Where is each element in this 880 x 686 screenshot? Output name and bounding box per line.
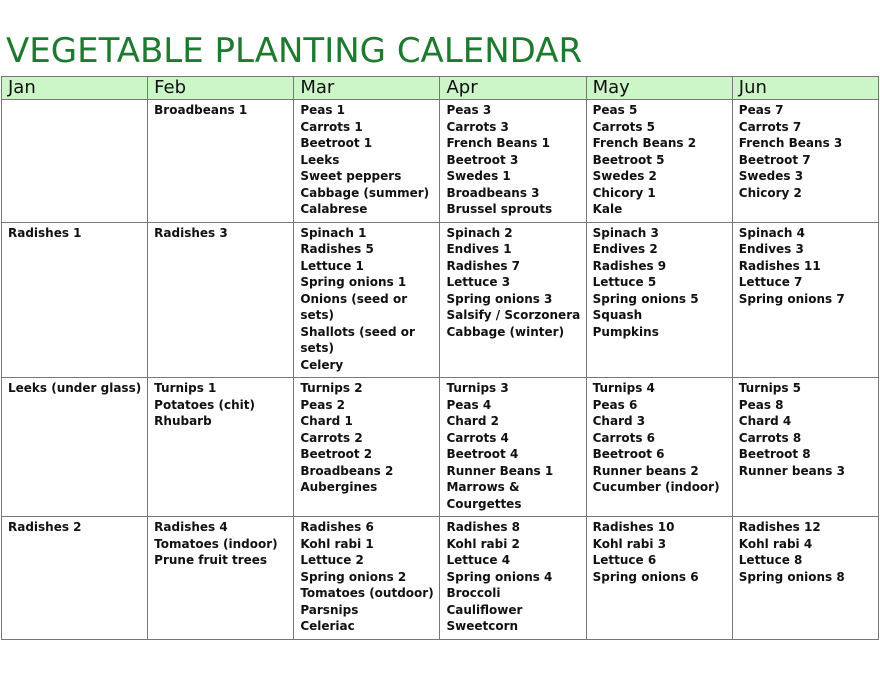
calendar-cell: [294, 378, 440, 517]
crop-item: French Beans 2: [592, 136, 697, 150]
crop-item: Shallots (seed or sets): [300, 324, 415, 355]
crop-item: Chicory 2: [738, 185, 802, 200]
table-row: [2, 378, 879, 517]
crop-item: Broadbeans 2: [300, 463, 394, 478]
calendar-cell: [2, 378, 148, 517]
crop-item: Peas 2: [300, 397, 346, 412]
crop-item: Rhubarb: [154, 414, 212, 428]
crop-item: Radishes 9: [592, 258, 667, 273]
calendar-cell: [586, 222, 732, 378]
crop-item: Spring onions 3: [446, 291, 553, 306]
crop-item: Beetroot 2: [300, 447, 373, 461]
crop-item: Turnips 3: [446, 381, 509, 395]
planting-calendar-table: [1, 76, 879, 640]
crop-item: Radishes 2: [8, 520, 82, 534]
crop-item: Celeriac: [300, 619, 355, 633]
crop-item: Sweetcorn: [446, 619, 519, 633]
calendar-cell: [732, 100, 878, 223]
crop-item: Runner beans 3: [738, 463, 845, 478]
page-title: VEGETABLE PLANTING CALENDAR: [6, 31, 583, 71]
crop-item: Calabrese: [300, 202, 368, 216]
crop-item: Chard 3: [592, 414, 646, 428]
calendar-cell: [732, 222, 878, 378]
crop-item: Turnips 1: [154, 381, 217, 395]
crop-item: Carrots 3: [446, 119, 509, 134]
crop-item: Radishes 6: [300, 520, 374, 534]
crop-item: Lettuce 7: [738, 275, 803, 289]
month-header-row: [2, 77, 879, 100]
crop-item: Beetroot 1: [300, 136, 373, 150]
crop-item: Pumpkins: [592, 324, 659, 339]
crop-item: Endives 3: [738, 242, 804, 256]
crop-item: Radishes 3: [154, 225, 228, 240]
month-header-apr: Apr: [440, 77, 586, 100]
calendar-cell: [440, 222, 586, 378]
crop-item: Carrots 6: [592, 430, 656, 445]
crop-item: Spinach 4: [738, 225, 805, 240]
crop-item: Runner Beans 1: [446, 463, 554, 478]
crop-item: Tomatoes (outdoor): [300, 586, 434, 600]
crop-item: Cauliflower: [446, 602, 523, 617]
crop-item: French Beans 3: [738, 136, 843, 150]
crop-item: Peas 6: [592, 397, 638, 412]
crop-item: Peas 4: [446, 397, 492, 412]
crop-item: Peas 3: [446, 103, 492, 117]
crop-item: Lettuce 5: [592, 275, 657, 289]
crop-item: Tomatoes (indoor): [154, 536, 278, 551]
crop-item: Carrots 8: [738, 430, 802, 445]
crop-item: Kohl rabi 1: [300, 536, 374, 551]
crop-item: Aubergines: [300, 480, 378, 494]
crop-item: Carrots 4: [446, 430, 509, 445]
crop-item: Turnips 4: [592, 381, 655, 395]
crop-item: Cabbage (summer): [300, 185, 430, 200]
month-header-may: May: [586, 77, 732, 100]
crop-item: Peas 5: [592, 103, 638, 117]
crop-item: Spring onions 5: [592, 291, 699, 306]
crop-item: Chicory 1: [592, 185, 656, 200]
crop-item: Squash: [592, 308, 643, 322]
crop-item: Swedes 3: [738, 169, 804, 183]
crop-item: Salsify / Scorzonera: [446, 308, 581, 322]
crop-item: Kohl rabi 3: [592, 536, 667, 551]
calendar-cell: [148, 222, 294, 378]
crop-item: Broccoli: [446, 586, 501, 600]
crop-item: Spinach 3: [592, 225, 659, 240]
crop-item: Turnips 5: [738, 381, 802, 395]
calendar-cell: [586, 100, 732, 223]
crop-item: Celery: [300, 357, 344, 372]
crop-item: Sweet peppers: [300, 169, 402, 183]
calendar-body: [2, 100, 879, 640]
calendar-cell: [2, 517, 148, 640]
crop-item: Carrots 1: [300, 119, 363, 134]
crop-item: Radishes 7: [446, 258, 521, 273]
crop-item: Marrows & Courgettes: [446, 480, 522, 511]
crop-item: Beetroot 8: [738, 447, 811, 461]
crop-item: Carrots 7: [738, 119, 802, 134]
crop-item: Lettuce 4: [446, 553, 511, 567]
crop-item: Beetroot 6: [592, 447, 665, 461]
crop-item: Chard 2: [446, 414, 499, 428]
calendar-cell: [732, 378, 878, 517]
crop-item: Onions (seed or sets): [300, 291, 408, 322]
crop-item: Radishes 5: [300, 242, 374, 256]
crop-item: Endives 2: [592, 242, 658, 256]
calendar-cell: [294, 222, 440, 378]
crop-item: Runner beans 2: [592, 463, 699, 478]
crop-item: Radishes 10: [592, 520, 675, 534]
month-header-mar: Mar: [294, 77, 440, 100]
crop-item: Radishes 12: [738, 520, 821, 534]
crop-item: Peas 8: [738, 397, 784, 412]
crop-item: Swedes 2: [592, 169, 657, 183]
table-row: [2, 517, 879, 640]
calendar-cell: [440, 100, 586, 223]
crop-item: Lettuce 3: [446, 275, 511, 289]
calendar-cell: [732, 517, 878, 640]
crop-item: Kale: [592, 202, 623, 216]
crop-item: Turnips 2: [300, 381, 363, 395]
crop-item: Broadbeans 3: [446, 185, 540, 200]
month-header-jun: Jun: [732, 77, 878, 100]
crop-item: Swedes 1: [446, 169, 511, 183]
crop-item: Prune fruit trees: [154, 553, 268, 567]
crop-item: Spring onions 1: [300, 275, 407, 289]
crop-item: Radishes 8: [446, 520, 521, 534]
crop-item: Spring onions 7: [738, 291, 845, 306]
calendar-cell: [586, 378, 732, 517]
crop-item: Cucumber (indoor): [592, 480, 720, 494]
crop-item: Spinach 2: [446, 225, 513, 240]
crop-item: Chard 4: [738, 414, 792, 428]
crop-item: Chard 1: [300, 414, 353, 428]
crop-item: Endives 1: [446, 242, 512, 256]
crop-item: Leeks: [300, 152, 340, 167]
crop-item: Parsnips: [300, 602, 359, 617]
calendar-cell: [440, 517, 586, 640]
crop-item: Lettuce 8: [738, 553, 803, 567]
crop-item: Lettuce 6: [592, 553, 657, 567]
table-row: [2, 100, 879, 223]
crop-item: French Beans 1: [446, 136, 550, 150]
calendar-cell: [148, 378, 294, 517]
crop-item: Beetroot 5: [592, 152, 665, 167]
crop-item: Cabbage (winter): [446, 324, 565, 339]
crop-item: Spring onions 8: [738, 569, 845, 584]
crop-item: Lettuce 1: [300, 258, 364, 273]
crop-item: Spinach 1: [300, 225, 367, 240]
crop-item: Kohl rabi 2: [446, 536, 520, 551]
crop-item: Radishes 4: [154, 520, 228, 534]
crop-item: Spring onions 6: [592, 569, 699, 584]
crop-item: Carrots 2: [300, 430, 363, 445]
crop-item: Leeks (under glass): [8, 381, 142, 395]
crop-item: Lettuce 2: [300, 553, 364, 567]
calendar-cell: [2, 100, 148, 223]
calendar-cell: [294, 517, 440, 640]
calendar-cell: [148, 517, 294, 640]
crop-item: Beetroot 7: [738, 152, 811, 167]
calendar-cell: [148, 100, 294, 223]
calendar-cell: [586, 517, 732, 640]
calendar-cell: [294, 100, 440, 223]
crop-item: Beetroot 3: [446, 152, 519, 167]
crop-item: Broadbeans 1: [154, 103, 248, 117]
crop-item: Peas 1: [300, 103, 346, 117]
calendar-cell: [2, 222, 148, 378]
crop-item: Peas 7: [738, 103, 784, 117]
crop-item: Carrots 5: [592, 119, 656, 134]
crop-item: Spring onions 4: [446, 569, 553, 584]
crop-item: Radishes 11: [738, 258, 821, 273]
crop-item: Spring onions 2: [300, 569, 407, 584]
crop-item: Potatoes (chit): [154, 397, 255, 412]
month-header-jan: Jan: [2, 77, 148, 100]
table-row: [2, 222, 879, 378]
crop-item: Kohl rabi 4: [738, 536, 813, 551]
month-header-feb: Feb: [148, 77, 294, 100]
crop-item: Brussel sprouts: [446, 202, 553, 216]
crop-item: Beetroot 4: [446, 447, 519, 461]
calendar-cell: [440, 378, 586, 517]
crop-item: Radishes 1: [8, 225, 82, 240]
